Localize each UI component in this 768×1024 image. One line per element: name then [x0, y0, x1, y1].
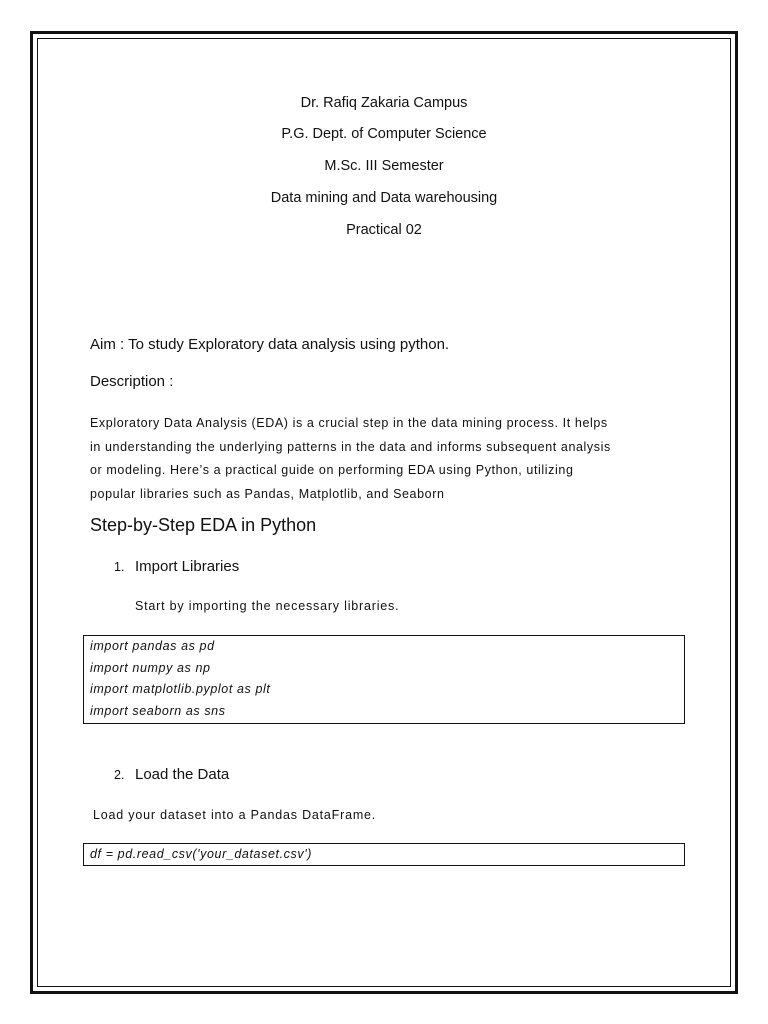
code-line: import matplotlib.pyplot as plt — [90, 682, 271, 696]
code-block-load — [83, 843, 685, 866]
code-line: df = pd.read_csv('your_dataset.csv') — [90, 847, 312, 861]
step-2-text: Load your dataset into a Pandas DataFrame. — [93, 808, 377, 822]
step-title-text: Load the Data — [135, 766, 230, 783]
step-1-text: Start by importing the necessary libraries. — [135, 599, 400, 613]
description-line: Exploratory Data Analysis (EDA) is a crucial step in the data mining process. It helps — [90, 416, 608, 430]
semester-label: M.Sc. III Semester — [324, 158, 444, 174]
code-block-import — [83, 635, 685, 724]
campus-name: Dr. Rafiq Zakaria Campus — [300, 95, 468, 111]
description-body — [90, 412, 690, 506]
section-heading: Step-by-Step EDA in Python — [90, 515, 317, 535]
description-heading: Description : — [90, 373, 174, 390]
step-number: 1. — [114, 560, 125, 574]
practical-number: Practical 02 — [346, 222, 422, 238]
code-line: import numpy as np — [90, 660, 211, 675]
description-line: in understanding the underlying patterns in the data and informs subsequent analysis — [90, 439, 611, 454]
description-line: or modeling. Here’s a practical guide on performing EDA using Python, utilizing — [90, 463, 574, 477]
step-1-title — [114, 558, 239, 575]
department-name: P.G. Dept. of Computer Science — [281, 126, 487, 142]
code-line: import seaborn as sns — [90, 703, 226, 718]
step-2-title — [114, 766, 229, 783]
aim-statement: Aim : To study Exploratory data analysis using python. — [90, 336, 450, 353]
code-line: import pandas as pd — [90, 639, 215, 653]
subject-title: Data mining and Data warehousing — [270, 190, 498, 206]
step-title-text: Import Libraries — [135, 558, 240, 575]
step-number: 2. — [114, 768, 125, 782]
description-line: popular libraries such as Pandas, Matplotlib, and Seaborn — [90, 486, 445, 501]
